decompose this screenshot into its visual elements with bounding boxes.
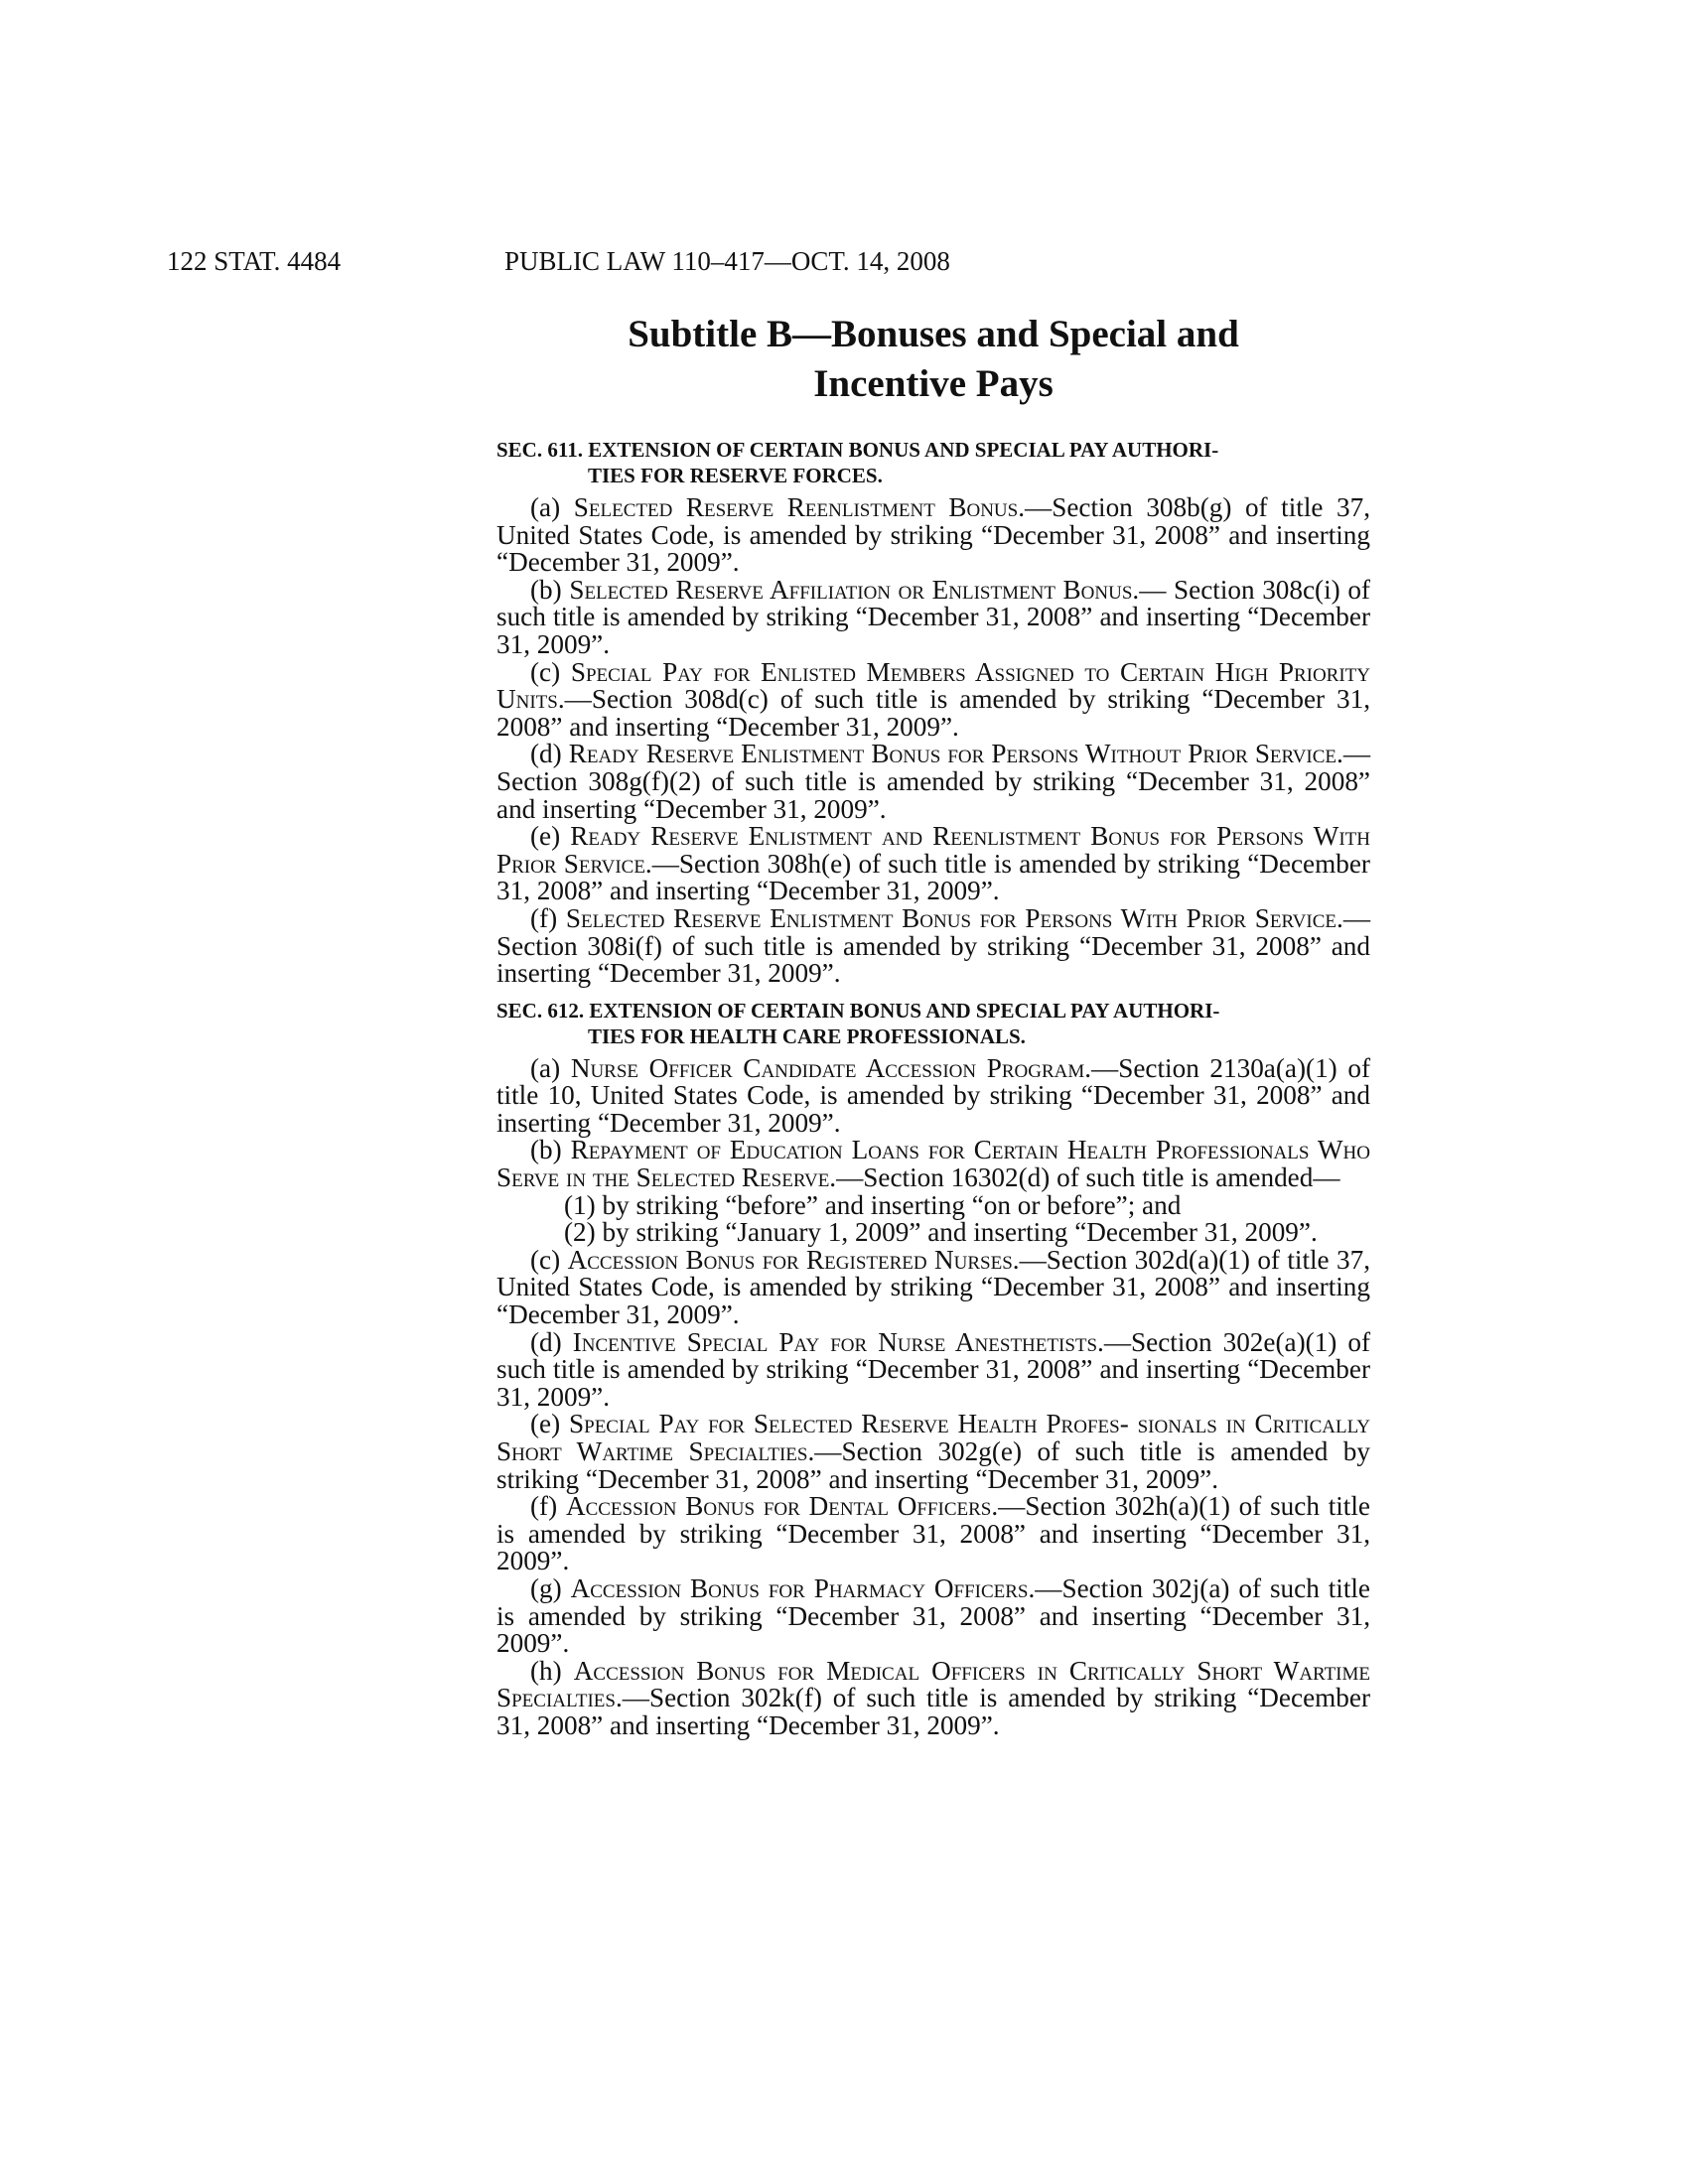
para-label: (c)	[530, 656, 561, 687]
para-heading: Nurse Officer Candidate Accession Program.	[570, 1052, 1092, 1083]
paragraph-612-a	[496, 1052, 1370, 1138]
section-title-line-2: TIES FOR HEALTH CARE PROFESSIONALS.	[588, 1024, 1026, 1048]
para-text: —Section 308i(f) of such title is amended by striking “December 31, 2008” and inserting “December 31, 2009”.	[496, 902, 1370, 989]
para-label: (b)	[530, 574, 562, 605]
para-text: —Section 302g(e) of such title is amended by striking “December 31, 2008” and inserting “December 31, 2009”.	[496, 1436, 1370, 1494]
subtitle-heading	[487, 310, 1380, 409]
para-text: —Section 308d(c) of such title is amended by striking “December 31, 2008” and inserting “December 31, 2009”.	[496, 684, 1370, 742]
para-text: —Section 2130a(a)(1) of title 10, United States Code, is amended by striking “December 31, 2008” and inserting “December 31, 2009”.	[496, 1052, 1370, 1138]
para-text: —Section 302j(a) of such title is amended by striking “December 31, 2008” and inserting “December 31, 2009”.	[496, 1572, 1370, 1659]
section-number: SEC. 612.	[496, 998, 585, 1023]
para-label: (d)	[530, 739, 562, 769]
paragraph-611-f	[496, 902, 1370, 989]
para-heading: Selected Reserve Enlistment Bonus for Persons With Prior Service.	[565, 902, 1343, 933]
para-heading: Selected Reserve Reenlistment Bonus.	[573, 492, 1026, 522]
item-text: by striking “before” and inserting “on or before”; and	[602, 1189, 1182, 1220]
para-heading: Accession Bonus for Pharmacy Officers.	[570, 1572, 1036, 1603]
para-label: (b)	[530, 1135, 562, 1165]
para-text: —Section 308g(f)(2) of such title is amended by striking “December 31, 2008” and inserting “December 31, 2009”.	[496, 739, 1371, 824]
para-label: (e)	[530, 1409, 561, 1439]
para-label: (d)	[530, 1326, 562, 1357]
page-header	[167, 246, 1219, 286]
para-heading: Ready Reserve Enlistment Bonus for Persons Without Prior Service.	[568, 739, 1343, 769]
para-text: —Section 302k(f) of such title is amended by striking “December 31, 2008” and inserting “December 31, 2009”.	[496, 1683, 1370, 1740]
paragraph-612-d	[496, 1326, 1370, 1412]
para-label: (f)	[530, 1491, 558, 1522]
para-heading: Accession Bonus for Medical Officers in Critically Short Wartime Specialties.	[496, 1655, 1371, 1713]
para-text: —Section 308h(e) of such title is amended by striking “December 31, 2008” and inserting “December 31, 2009”.	[496, 848, 1370, 906]
paragraph-612-h	[496, 1655, 1371, 1740]
para-text: —Section 302d(a)(1) of title 37, United States Code, is amended by striking “December 31, 2008” and inserting “December 31, 2009”.	[496, 1244, 1370, 1330]
paragraph-611-a	[496, 494, 1370, 577]
section-number: SEC. 611.	[496, 438, 583, 462]
para-heading: Special Pay for Selected Reserve Health Profes- sionals in Critically Short Wartime Specialties.	[496, 1409, 1370, 1466]
item-612-b-1	[496, 1189, 1370, 1220]
section-title-line-1: EXTENSION OF CERTAIN BONUS AND SPECIAL PAY AUTHORI-	[589, 998, 1220, 1023]
para-label: (c)	[530, 1244, 561, 1275]
section-heading-612	[496, 998, 1370, 1049]
para-text: —Section 302e(a)(1) of such title is amended by striking “December 31, 2008” and inserting “December 31, 2009”.	[496, 1326, 1370, 1412]
para-text: —Section 16302(d) of such title is amended—	[836, 1162, 1340, 1193]
item-label: (2)	[564, 1217, 596, 1248]
item-612-b-2	[496, 1219, 1370, 1247]
para-text: — Section 308c(i) of such title is amended by striking “December 31, 2008” and inserting “December 31, 2009”.	[496, 574, 1370, 659]
paragraph-611-e	[496, 823, 1370, 905]
section-title-line-2: TIES FOR RESERVE FORCES.	[588, 464, 883, 487]
para-text: —Section 302h(a)(1) of such title is amended by striking “December 31, 2008” and inserting “December 31, 2009”.	[496, 1491, 1370, 1576]
statute-citation: 122 STAT. 4484	[167, 246, 342, 276]
para-label: (a)	[530, 492, 561, 522]
paragraph-611-d	[496, 741, 1370, 823]
paragraph-611-c	[496, 656, 1370, 742]
subtitle-line-1: Subtitle B—Bonuses and Special and	[628, 313, 1239, 355]
para-heading: Special Pay for Enlisted Members Assigned to Certain High Priority Units.	[496, 656, 1370, 715]
subtitle-line-2: Incentive Pays	[813, 362, 1054, 405]
para-heading: Repayment of Education Loans for Certain Health Professionals Who Serve in the Selected Reserve.	[496, 1135, 1370, 1193]
paragraph-612-b	[496, 1137, 1370, 1191]
para-heading: Ready Reserve Enlistment and Reenlistment Bonus for Persons With Prior Service.	[496, 821, 1370, 879]
item-label: (1)	[564, 1189, 596, 1220]
paragraph-612-e	[496, 1411, 1370, 1493]
para-label: (f)	[530, 902, 558, 933]
para-label: (e)	[530, 821, 561, 852]
item-text: by striking “January 1, 2009” and inserting “December 31, 2009”.	[602, 1217, 1318, 1248]
paragraph-611-b	[496, 574, 1370, 659]
body-column	[496, 437, 1370, 1740]
paragraph-612-g	[496, 1572, 1370, 1659]
para-heading: Accession Bonus for Registered Nurses.	[567, 1244, 1020, 1275]
section-heading-611	[496, 437, 1370, 488]
para-label: (g)	[530, 1572, 562, 1603]
para-heading: Selected Reserve Affiliation or Enlistment Bonus.	[569, 574, 1140, 605]
paragraph-612-f	[496, 1493, 1370, 1575]
para-label: (h)	[530, 1655, 562, 1686]
para-heading: Accession Bonus for Dental Officers.	[565, 1491, 999, 1522]
section-title-line-1: EXTENSION OF CERTAIN BONUS AND SPECIAL PAY AUTHORI-	[588, 438, 1219, 462]
public-law-citation: PUBLIC LAW 110–417—OCT. 14, 2008	[504, 246, 950, 276]
para-heading: Incentive Special Pay for Nurse Anesthetists.	[572, 1326, 1104, 1357]
para-text: —Section 308b(g) of title 37, United States Code, is amended by striking “December 31, 2008” and inserting “December 31, 2009”.	[496, 492, 1370, 578]
paragraph-612-c	[496, 1244, 1370, 1330]
para-label: (a)	[530, 1052, 561, 1083]
